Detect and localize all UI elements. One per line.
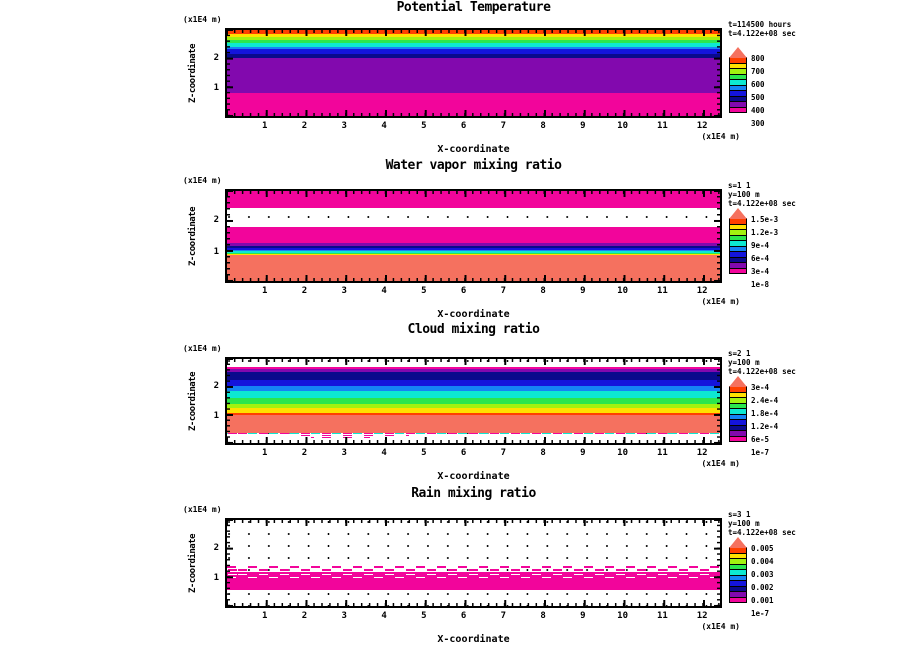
x-axis-ticks-bottom	[227, 110, 720, 116]
colorbar-label: 0.005	[751, 544, 774, 553]
x-tick-label: 10	[617, 448, 629, 458]
x-tick-labels	[225, 448, 722, 458]
x-tick-label: 11	[656, 121, 668, 131]
colorbar-label: 300	[751, 119, 765, 128]
colorbar-overflow-triangle	[729, 376, 747, 387]
x-tick-label: 12	[696, 611, 708, 621]
colorbar-label: 6e-5	[751, 435, 770, 444]
x-axis-label: X-coordinate	[437, 471, 510, 482]
contour-bands	[227, 520, 720, 606]
colorbar-label: 500	[751, 93, 765, 102]
x-tick-label: 11	[656, 286, 668, 296]
legend-line: y=100 m	[728, 519, 760, 528]
x-axis-ticks-top	[227, 191, 720, 197]
x-axis-unit-label: (x1E4 m)	[701, 297, 740, 306]
colorbar	[729, 208, 779, 289]
x-tick-label: 3	[341, 121, 347, 131]
x-axis-ticks-top	[227, 359, 720, 365]
x-tick-label: 10	[617, 611, 629, 621]
colorbar-label: 1e-7	[751, 448, 770, 457]
panel-title: Potential Temperature	[396, 0, 551, 15]
x-tick-label: 1	[262, 286, 268, 296]
x-tick-label: 4	[381, 448, 387, 458]
colorbar-overflow-triangle	[729, 47, 747, 58]
contour-band	[227, 58, 720, 93]
colorbar-label: 3e-4	[751, 383, 770, 392]
contour-dashed-segment	[227, 569, 720, 571]
x-tick-label: 2	[301, 286, 308, 296]
colorbar-label: 700	[751, 67, 765, 76]
y-axis-label: Z-coordinate	[188, 43, 198, 103]
x-tick-label: 11	[656, 611, 668, 621]
x-axis-ticks-top	[227, 520, 720, 526]
panel-cloud-mixing-ratio	[0, 322, 904, 482]
colorbar-overflow-triangle	[729, 537, 747, 548]
x-tick-label: 2	[301, 611, 308, 621]
y-axis-ticks-left	[227, 30, 233, 116]
colorbar-label: 1.8e-4	[751, 409, 779, 418]
x-tick-label: 1	[262, 611, 268, 621]
y-axis-ticks-left	[227, 191, 233, 281]
x-tick-label: 12	[696, 286, 708, 296]
legend-text	[728, 510, 900, 537]
x-axis-ticks-bottom	[227, 437, 720, 443]
x-tick-label: 3	[341, 448, 347, 458]
colorbar-label: 9e-4	[751, 241, 770, 250]
colorbar-box	[729, 268, 747, 275]
colorbar-label: 0.004	[751, 557, 774, 566]
y-tick-label: 1	[213, 83, 219, 94]
legend-line: t=114500 hours	[728, 20, 792, 29]
y-axis-label: Z-coordinate	[188, 371, 198, 431]
x-tick-label: 12	[696, 448, 708, 458]
y-tick-label: 2	[213, 381, 219, 392]
x-tick-label: 10	[617, 121, 629, 131]
contour-dashed-segment	[227, 577, 720, 578]
x-tick-label: 3	[341, 286, 347, 296]
legend-line: t=4.122e+08 sec	[728, 367, 796, 376]
x-axis-label: X-coordinate	[437, 309, 510, 320]
x-tick-label: 8	[540, 448, 546, 458]
y-axis-unit-label: (x1E4 m)	[183, 176, 222, 185]
panel-title: Cloud mixing ratio	[407, 322, 540, 337]
y-axis-label: Z-coordinate	[188, 533, 198, 593]
y-axis-ticks-left	[227, 520, 233, 606]
x-axis-label: X-coordinate	[437, 144, 510, 155]
panel-title: Rain mixing ratio	[411, 486, 536, 501]
x-tick-label: 2	[301, 448, 308, 458]
plot-area	[225, 189, 722, 283]
colorbar-box	[729, 597, 747, 604]
legend-text	[728, 349, 900, 376]
x-tick-labels	[225, 611, 722, 621]
x-tick-label: 9	[580, 448, 586, 458]
y-axis-ticks-right	[714, 359, 720, 443]
contour-dashed-segment	[227, 566, 720, 568]
legend-text	[728, 20, 900, 38]
x-tick-label: 11	[656, 448, 668, 458]
panel-water-vapor-mixing-ratio	[0, 158, 904, 318]
colorbar-label: 1e-7	[751, 609, 770, 618]
y-axis-ticks-left	[227, 359, 233, 443]
y-axis-unit-label: (x1E4 m)	[183, 15, 222, 24]
plot-area	[225, 357, 722, 445]
contour-bands	[227, 191, 720, 281]
x-tick-label: 7	[500, 121, 507, 131]
x-tick-label: 8	[540, 121, 546, 131]
x-axis-unit-label: (x1E4 m)	[701, 622, 740, 631]
y-tick-label: 2	[213, 215, 219, 226]
x-axis-ticks-bottom	[227, 275, 720, 281]
panel-title: Water vapor mixing ratio	[385, 158, 562, 173]
x-tick-label: 5	[421, 611, 427, 621]
x-axis-label: X-coordinate	[437, 634, 510, 645]
x-tick-label: 5	[421, 448, 427, 458]
panel-rain-mixing-ratio	[0, 486, 904, 646]
colorbar-label: 600	[751, 80, 765, 89]
x-tick-label: 10	[617, 286, 629, 296]
colorbar-label: 1.2e-3	[751, 228, 779, 237]
x-tick-label: 4	[381, 611, 387, 621]
x-tick-label: 12	[696, 121, 708, 131]
legend-line: s=2 1	[728, 349, 751, 358]
plot-area	[225, 28, 722, 118]
x-tick-label: 6	[460, 448, 467, 458]
y-tick-label: 1	[213, 573, 219, 584]
y-tick-label: 1	[213, 246, 219, 257]
x-tick-label: 1	[262, 121, 268, 131]
colorbar-label: 6e-4	[751, 254, 770, 263]
y-axis-unit-label: (x1E4 m)	[183, 344, 222, 353]
contour-band	[227, 415, 720, 433]
colorbar-label: 1e-8	[751, 280, 770, 289]
x-tick-label: 9	[580, 286, 586, 296]
y-axis-ticks-right	[714, 520, 720, 606]
x-axis-ticks-bottom	[227, 600, 720, 606]
colorbar	[729, 376, 779, 457]
x-tick-label: 5	[421, 286, 427, 296]
x-axis-unit-label: (x1E4 m)	[701, 132, 740, 141]
x-tick-label: 6	[460, 121, 467, 131]
contour-bands	[227, 359, 720, 443]
y-tick-label: 2	[213, 52, 219, 63]
colorbar-label: 1.2e-4	[751, 422, 779, 431]
legend-line: s=3 1	[728, 510, 751, 519]
plot-area	[225, 518, 722, 608]
x-axis-unit-label: (x1E4 m)	[701, 459, 740, 468]
colorbar-box	[729, 436, 747, 443]
colorbar-label: 2.4e-4	[751, 396, 779, 405]
colorbar-overflow-triangle	[729, 208, 747, 219]
legend-line: y=100 m	[728, 190, 760, 199]
colorbar-label: 0.001	[751, 596, 774, 605]
x-tick-label: 2	[301, 121, 308, 131]
legend-text	[728, 181, 900, 208]
colorbar-box	[729, 107, 747, 114]
x-tick-label: 4	[381, 286, 387, 296]
x-tick-label: 7	[500, 448, 507, 458]
y-axis-ticks-right	[714, 30, 720, 116]
contour-dashed-segment	[227, 574, 720, 575]
x-tick-label: 8	[540, 611, 546, 621]
x-tick-label: 6	[460, 611, 467, 621]
colorbar-label: 0.003	[751, 570, 774, 579]
colorbar-label: 1.5e-3	[751, 215, 779, 224]
colorbar-label: 0.002	[751, 583, 774, 592]
y-axis-ticks-right	[714, 191, 720, 281]
colorbar	[729, 537, 774, 618]
x-tick-label: 9	[580, 121, 586, 131]
panel-potential-temperature	[0, 0, 904, 160]
legend-line: t=4.122e+08 sec	[728, 29, 796, 38]
x-tick-labels	[225, 286, 722, 296]
x-tick-label: 8	[540, 286, 546, 296]
x-tick-label: 5	[421, 121, 427, 131]
legend-line: y=100 m	[728, 358, 760, 367]
legend-line: t=4.122e+08 sec	[728, 528, 796, 537]
colorbar-label: 3e-4	[751, 267, 770, 276]
y-axis-unit-label: (x1E4 m)	[183, 505, 222, 514]
legend-line: t=4.122e+08 sec	[728, 199, 796, 208]
x-tick-label: 7	[500, 611, 507, 621]
x-tick-label: 9	[580, 611, 586, 621]
x-tick-labels	[225, 121, 722, 131]
contour-band	[227, 227, 720, 243]
colorbar-label: 800	[751, 54, 765, 63]
contour-band	[227, 372, 720, 380]
x-tick-label: 4	[381, 121, 387, 131]
colorbar-label: 400	[751, 106, 765, 115]
x-tick-label: 6	[460, 286, 467, 296]
x-tick-label: 3	[341, 611, 347, 621]
x-tick-label: 1	[262, 448, 268, 458]
y-axis-label: Z-coordinate	[188, 206, 198, 266]
y-tick-label: 2	[213, 542, 219, 553]
colorbar	[729, 47, 765, 128]
x-tick-label: 7	[500, 286, 507, 296]
contour-bands	[227, 30, 720, 116]
y-tick-label: 1	[213, 410, 219, 421]
legend-line: s=1 1	[728, 181, 751, 190]
x-axis-ticks-top	[227, 30, 720, 36]
